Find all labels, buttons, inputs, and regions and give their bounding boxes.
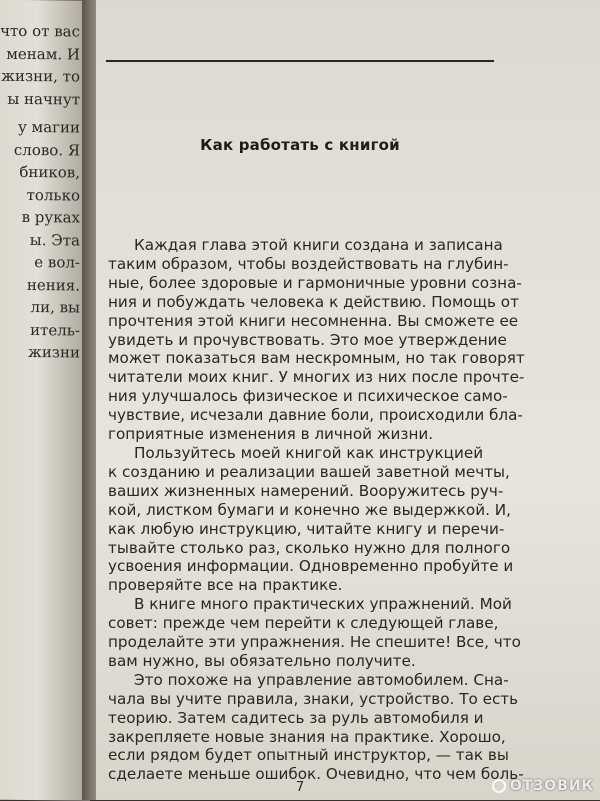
paragraph-line: ния улучшалось физическое и психическое само- [108, 387, 508, 406]
paragraph-line: чала вы учите правила, знаки, устройство. То есть [108, 689, 519, 708]
paragraph-line: совет: прежде чем перейти к следующей главе, [108, 614, 499, 633]
left-page-line: жизни, то [1, 66, 80, 86]
left-page-line: ли, вы [30, 298, 80, 317]
paragraph-line: сделаете меньше ошибок. Очевидно, что чем боль- [108, 765, 524, 784]
left-page-line: жизни [28, 343, 80, 362]
left-page-line: итель- [30, 320, 80, 339]
paragraph-line: чувствие, исчезали давние боли, происходили бла- [108, 406, 523, 425]
left-page-line: бников, [19, 162, 80, 182]
left-page-line: е вол- [34, 253, 80, 272]
paragraph-line: проделайте эти упражнения. Не спешите! Все, что [108, 633, 521, 652]
paragraph-line: ваших жизненных намерений. Вооружитесь руч- [108, 481, 504, 500]
paragraph-line: к созданию и реализации вашей заветной мечты, [108, 462, 510, 481]
left-page-line: ы. Эта [29, 230, 80, 249]
chapter-heading: Как работать с книгой [200, 136, 400, 154]
watermark-logo [492, 778, 594, 794]
left-page-line: ы начнут [7, 89, 80, 108]
paragraph-line: как любую инструкцию, читайте книгу и перечи- [108, 519, 505, 538]
left-page-line: нения. [26, 275, 80, 294]
paragraph-line: Пользуйтесь моей книгой как инструкцией [134, 443, 484, 462]
paragraph-line: может показаться вам нескромным, но так говорят [108, 349, 525, 368]
paragraph-line: Это похоже на управление автомобилем. Сна- [134, 670, 509, 689]
paragraph-line: ния и побуждать человека к действию. Помощь от [108, 292, 519, 311]
paragraph-line: закрепляете новые знания на практике. Хорошо, [108, 727, 506, 746]
paragraph [108, 236, 525, 444]
paragraph [108, 595, 521, 671]
page-number: 7 [295, 780, 305, 795]
paragraph [108, 443, 514, 595]
paragraph-line: усвоения информации. Одновременно пробуйте и [108, 557, 514, 576]
paragraph-line: проверяйте все на практике. [108, 576, 343, 595]
paragraph-line: В книге много практических упражнений. Мой [134, 595, 512, 614]
paragraph-line: увидеть и прочувствовать. Это мое утверждение [108, 330, 507, 349]
right-page [96, 0, 600, 800]
paragraph-line: читатели моих книг. У многих из них после прочте- [108, 368, 525, 387]
paragraph-line: прочтения этой книги несомненна. Вы сможете ее [108, 311, 519, 330]
header-rule [106, 60, 494, 62]
paragraph-line: ные, более здоровые и гармоничные уровни созна- [108, 273, 522, 292]
paragraph-line: если рядом будет опытный инструктор, — так вы [108, 746, 509, 765]
left-page-line: менам. И [6, 44, 80, 63]
watermark-text: ОТЗОВИК [509, 778, 594, 794]
left-page-line: в руках [21, 207, 80, 227]
left-page-line: слово. Я [13, 140, 80, 159]
paragraph-line: таким образом, чтобы воздействовать на глубин- [108, 254, 509, 273]
paragraph-line: тывайте столько раз, сколько нужно для полного [108, 538, 511, 557]
watermark-circle-icon [492, 779, 506, 793]
paragraph-line: Каждая глава этой книги создана и записана [134, 236, 503, 254]
left-page-line: у магии [17, 117, 80, 137]
left-page [0, 0, 90, 801]
paragraph-line: кой, листком бумаги и конечно же выдержкой. И, [108, 500, 511, 519]
left-page-line: что от вас [0, 21, 80, 41]
left-page-line: только [26, 185, 80, 204]
paragraph-line: теорию. Затем садитесь за руль автомобиля и [108, 708, 484, 727]
left-page-text [0, 20, 80, 364]
paragraph-line: гоприятные изменения в личной жизни. [108, 425, 434, 444]
paragraph [108, 670, 524, 784]
paragraph-line: вам нужно, вы обязательно получите. [108, 651, 416, 670]
body-text [108, 236, 525, 784]
